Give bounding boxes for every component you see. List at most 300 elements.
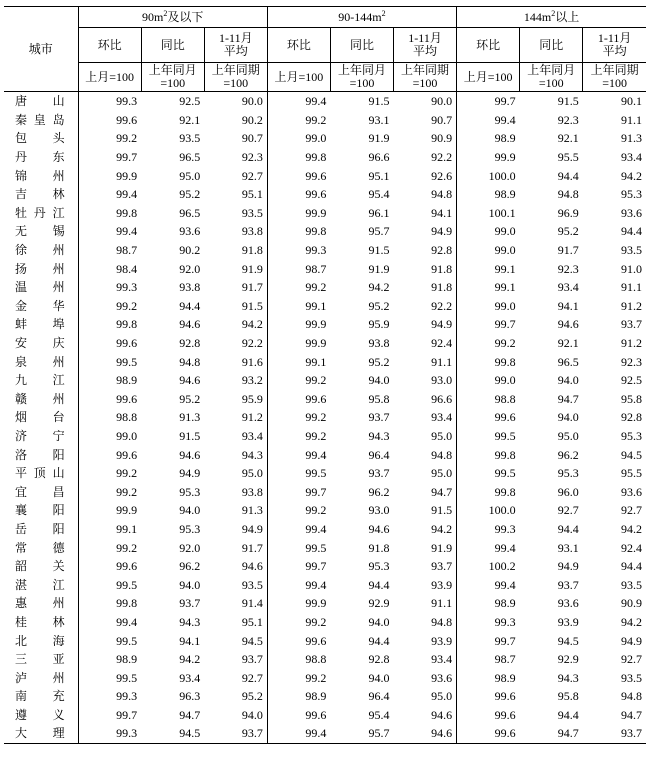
- index-value-cell: 92.2: [394, 297, 457, 316]
- index-value-cell: 98.7: [494, 652, 516, 667]
- index-value-cell: 94.8: [394, 185, 457, 204]
- table-row: [4, 111, 646, 130]
- index-value-cell: 99.8: [116, 317, 138, 332]
- index-value-cell: 93.6: [621, 484, 642, 499]
- index-value-cell: 91.9: [204, 259, 267, 278]
- index-value-cell: 99.3: [116, 689, 138, 704]
- index-value-cell: 95.8: [368, 391, 390, 406]
- city-name-cell: 徐州: [4, 241, 78, 260]
- table-row: [4, 427, 646, 446]
- index-value-cell: 99.3: [116, 94, 138, 109]
- index-value-cell: 93.2: [204, 371, 267, 390]
- index-value-cell: 92.7: [204, 668, 267, 687]
- index-value-cell: 99.8: [116, 205, 138, 220]
- index-value-cell: 99.2: [305, 503, 327, 518]
- index-value-cell: 94.0: [179, 577, 201, 592]
- index-value-cell: 92.5: [179, 94, 201, 109]
- index-value-cell: 100.0: [488, 168, 516, 183]
- table-row: [4, 148, 646, 167]
- index-value-cell: 91.1: [621, 280, 642, 295]
- index-value-cell: 95.1: [204, 185, 267, 204]
- index-value-cell: 94.7: [520, 724, 583, 743]
- city-name-cell: 烟台: [4, 408, 78, 427]
- index-value-cell: 94.4: [557, 168, 579, 183]
- index-value-cell: 99.9: [305, 317, 327, 332]
- city-name-cell: 惠州: [4, 594, 78, 613]
- index-value-cell: 93.7: [583, 724, 646, 743]
- table-row: [4, 668, 646, 687]
- index-value-cell: 94.7: [179, 707, 201, 722]
- index-value-cell: 91.3: [179, 410, 201, 425]
- index-value-cell: 99.4: [305, 94, 327, 109]
- index-value-cell: 99.5: [494, 428, 516, 443]
- index-value-cell: 92.7: [204, 166, 267, 185]
- base-avg-header: 上年同期 =100: [204, 63, 267, 92]
- index-value-cell: 91.1: [394, 594, 457, 613]
- index-value-cell: 99.6: [116, 112, 138, 127]
- index-value-cell: 94.6: [204, 557, 267, 576]
- index-value-cell: 94.5: [621, 447, 642, 462]
- index-value-cell: 99.8: [494, 354, 516, 369]
- table-row: [4, 297, 646, 316]
- index-value-cell: 99.8: [305, 150, 327, 165]
- index-value-cell: 99.6: [494, 707, 516, 722]
- table-row: [4, 222, 646, 241]
- city-name-cell: 遵义: [4, 706, 78, 725]
- table-header: [4, 7, 646, 92]
- index-value-cell: 91.0: [621, 261, 642, 276]
- index-value-cell: 96.2: [368, 484, 390, 499]
- index-value-cell: 94.3: [179, 614, 201, 629]
- index-value-cell: 93.6: [557, 596, 579, 611]
- index-value-cell: 94.8: [621, 689, 642, 704]
- index-value-cell: 94.4: [621, 224, 642, 239]
- index-value-cell: 99.2: [305, 428, 327, 443]
- index-value-cell: 92.9: [368, 596, 390, 611]
- index-value-cell: 95.3: [621, 428, 642, 443]
- table-row: [4, 315, 646, 334]
- index-value-cell: 91.8: [394, 259, 457, 278]
- index-value-cell: 99.5: [494, 466, 516, 481]
- index-value-cell: 94.9: [394, 222, 457, 241]
- table-row: [4, 445, 646, 464]
- index-value-cell: 98.9: [494, 187, 516, 202]
- index-value-cell: 93.4: [204, 427, 267, 446]
- base-yoy-header: 上年同月 =100: [520, 63, 583, 92]
- price-index-table-wrapper: [4, 6, 646, 744]
- index-value-cell: 96.4: [368, 689, 390, 704]
- index-value-cell: 98.8: [305, 652, 327, 667]
- index-value-cell: 94.0: [179, 503, 201, 518]
- city-name-cell: 平顶山: [4, 464, 78, 483]
- table-row: [4, 352, 646, 371]
- index-value-cell: 99.5: [116, 577, 138, 592]
- index-value-cell: 91.5: [394, 501, 457, 520]
- city-name-cell: 宜昌: [4, 482, 78, 501]
- index-value-cell: 93.9: [394, 575, 457, 594]
- index-value-cell: 94.2: [621, 614, 642, 629]
- city-name-cell: 济宁: [4, 427, 78, 446]
- index-value-cell: 92.9: [557, 652, 579, 667]
- index-value-cell: 93.6: [394, 668, 457, 687]
- index-value-cell: 92.8: [368, 652, 390, 667]
- price-index-table: [4, 6, 646, 744]
- index-value-cell: 96.1: [368, 205, 390, 220]
- table-row: [4, 241, 646, 260]
- city-name-cell: 桂林: [4, 613, 78, 632]
- base-avg-header: 上年同期 =100: [583, 63, 646, 92]
- index-value-cell: 95.5: [621, 466, 642, 481]
- table-row: [4, 259, 646, 278]
- metric-mom-header: 环比: [457, 28, 520, 63]
- city-name-cell: 秦皇岛: [4, 111, 78, 130]
- index-value-cell: 95.5: [557, 150, 579, 165]
- index-value-cell: 91.5: [179, 428, 201, 443]
- index-value-cell: 95.0: [557, 428, 579, 443]
- index-value-cell: 93.8: [204, 222, 267, 241]
- index-value-cell: 92.1: [179, 112, 201, 127]
- index-value-cell: 90.2: [179, 243, 201, 258]
- metric-avg-header: 1-11月 平均: [583, 28, 646, 63]
- index-value-cell: 93.4: [557, 280, 579, 295]
- index-value-cell: 99.2: [305, 112, 327, 127]
- index-value-cell: 90.7: [204, 129, 267, 148]
- index-value-cell: 94.8: [179, 354, 201, 369]
- index-value-cell: 99.0: [494, 224, 516, 239]
- index-value-cell: 90.9: [621, 596, 642, 611]
- index-value-cell: 95.0: [394, 464, 457, 483]
- index-value-cell: 93.5: [204, 204, 267, 223]
- index-value-cell: 99.7: [116, 150, 138, 165]
- index-value-cell: 94.2: [621, 521, 642, 536]
- index-value-cell: 93.5: [621, 243, 642, 258]
- city-name-cell: 大理: [4, 724, 78, 743]
- index-value-cell: 93.1: [368, 112, 390, 127]
- index-value-cell: 99.7: [494, 633, 516, 648]
- index-value-cell: 93.5: [621, 577, 642, 592]
- index-value-cell: 91.5: [557, 94, 579, 109]
- city-name-cell: 锦州: [4, 166, 78, 185]
- index-value-cell: 95.2: [179, 391, 201, 406]
- base-avg-header: 上年同期 =100: [394, 63, 457, 92]
- table-row: [4, 185, 646, 204]
- index-value-cell: 92.0: [179, 261, 201, 276]
- index-value-cell: 94.3: [557, 670, 579, 685]
- base-mom-header: 上月=100: [78, 63, 141, 92]
- index-value-cell: 94.7: [394, 482, 457, 501]
- index-value-cell: 99.3: [494, 521, 516, 536]
- index-value-cell: 98.9: [305, 689, 327, 704]
- index-value-cell: 91.5: [204, 297, 267, 316]
- index-value-cell: 99.2: [305, 670, 327, 685]
- index-value-cell: 94.2: [179, 652, 201, 667]
- index-value-cell: 94.6: [368, 521, 390, 536]
- table-row: [4, 371, 646, 390]
- index-value-cell: 99.4: [494, 112, 516, 127]
- index-value-cell: 99.3: [494, 614, 516, 629]
- index-value-cell: 94.6: [179, 373, 201, 388]
- index-value-cell: 94.2: [621, 168, 642, 183]
- index-value-cell: 92.2: [204, 334, 267, 353]
- index-value-cell: 98.9: [494, 131, 516, 146]
- index-value-cell: 99.5: [305, 540, 327, 555]
- table-row: [4, 204, 646, 223]
- city-name-cell: 金华: [4, 297, 78, 316]
- table-row: [4, 724, 646, 743]
- index-value-cell: 90.0: [204, 92, 267, 111]
- index-value-cell: 94.3: [368, 428, 390, 443]
- index-value-cell: 91.9: [368, 261, 390, 276]
- index-value-cell: 95.7: [368, 224, 390, 239]
- index-value-cell: 99.2: [116, 298, 138, 313]
- city-name-cell: 韶关: [4, 557, 78, 576]
- index-value-cell: 98.4: [116, 261, 138, 276]
- metric-yoy-header: 同比: [141, 28, 204, 63]
- index-value-cell: 93.7: [394, 557, 457, 576]
- index-value-cell: 92.3: [557, 261, 579, 276]
- index-value-cell: 92.8: [621, 410, 642, 425]
- index-value-cell: 99.4: [305, 447, 327, 462]
- index-value-cell: 93.7: [204, 650, 267, 669]
- index-value-cell: 99.2: [116, 540, 138, 555]
- table-row: [4, 501, 646, 520]
- index-value-cell: 91.4: [204, 594, 267, 613]
- index-value-cell: 94.5: [557, 633, 579, 648]
- index-value-cell: 95.1: [368, 168, 390, 183]
- index-value-cell: 95.3: [368, 559, 390, 574]
- city-name-cell: 蚌埠: [4, 315, 78, 334]
- index-value-cell: 95.0: [204, 464, 267, 483]
- index-value-cell: 91.7: [204, 538, 267, 557]
- index-value-cell: 99.6: [494, 689, 516, 704]
- index-value-cell: 94.3: [204, 445, 267, 464]
- index-value-cell: 93.6: [179, 224, 201, 239]
- index-value-cell: 94.6: [179, 317, 201, 332]
- index-value-cell: 99.6: [305, 633, 327, 648]
- metric-mom-header: 环比: [267, 28, 330, 63]
- index-value-cell: 99.0: [305, 131, 327, 146]
- index-value-cell: 99.8: [116, 596, 138, 611]
- index-value-cell: 99.7: [116, 707, 138, 722]
- index-value-cell: 94.2: [204, 315, 267, 334]
- index-value-cell: 90.0: [394, 92, 457, 111]
- index-value-cell: 99.2: [305, 373, 327, 388]
- index-value-cell: 98.7: [305, 261, 327, 276]
- index-value-cell: 98.9: [116, 652, 138, 667]
- index-value-cell: 94.4: [557, 521, 579, 536]
- index-value-cell: 99.7: [305, 484, 327, 499]
- index-value-cell: 95.0: [394, 427, 457, 446]
- index-value-cell: 94.9: [621, 633, 642, 648]
- index-value-cell: 99.1: [116, 521, 138, 536]
- table-row: [4, 594, 646, 613]
- index-value-cell: 99.6: [116, 391, 138, 406]
- index-value-cell: 94.0: [204, 706, 267, 725]
- table-row: [4, 706, 646, 725]
- index-value-cell: 93.7: [368, 466, 390, 481]
- index-value-cell: 91.8: [368, 540, 390, 555]
- index-value-cell: 94.7: [621, 707, 642, 722]
- index-value-cell: 92.8: [179, 336, 201, 351]
- index-value-cell: 99.1: [305, 298, 327, 313]
- table-row: [4, 129, 646, 148]
- index-value-cell: 99.8: [305, 224, 327, 239]
- index-value-cell: 94.0: [557, 410, 579, 425]
- table-row: [4, 482, 646, 501]
- index-value-cell: 92.1: [557, 131, 579, 146]
- city-name-cell: 岳阳: [4, 520, 78, 539]
- city-name-cell: 襄阳: [4, 501, 78, 520]
- index-value-cell: 94.2: [368, 280, 390, 295]
- index-value-cell: 94.8: [394, 613, 457, 632]
- index-value-cell: 94.4: [368, 633, 390, 648]
- index-value-cell: 94.8: [394, 445, 457, 464]
- index-value-cell: 94.7: [557, 391, 579, 406]
- group-header-small: $90m^2$及以下: [78, 7, 267, 28]
- index-value-cell: 93.4: [621, 150, 642, 165]
- group-header-medium: $90-144m^2$: [267, 7, 456, 28]
- index-value-cell: 92.2: [394, 148, 457, 167]
- index-value-cell: 100.1: [488, 205, 516, 220]
- index-value-cell: 93.6: [621, 205, 642, 220]
- index-value-cell: 99.7: [494, 317, 516, 332]
- index-value-cell: 99.4: [494, 540, 516, 555]
- index-value-cell: 91.6: [204, 352, 267, 371]
- index-value-cell: 95.2: [368, 298, 390, 313]
- index-value-cell: 98.8: [494, 391, 516, 406]
- index-value-cell: 95.3: [557, 466, 579, 481]
- index-value-cell: 99.3: [78, 724, 141, 743]
- index-value-cell: 99.9: [305, 205, 327, 220]
- index-value-cell: 99.0: [116, 428, 138, 443]
- index-value-cell: 99.2: [116, 131, 138, 146]
- index-value-cell: 92.6: [394, 166, 457, 185]
- index-value-cell: 93.5: [621, 670, 642, 685]
- index-value-cell: 99.4: [267, 724, 330, 743]
- index-value-cell: 99.5: [116, 633, 138, 648]
- index-value-cell: 94.4: [368, 577, 390, 592]
- index-value-cell: 91.8: [394, 278, 457, 297]
- city-name-cell: 北海: [4, 631, 78, 650]
- index-value-cell: 91.1: [394, 352, 457, 371]
- index-value-cell: 94.5: [204, 631, 267, 650]
- city-name-cell: 牡丹江: [4, 204, 78, 223]
- table-row: [4, 166, 646, 185]
- index-value-cell: 91.7: [557, 243, 579, 258]
- index-value-cell: 93.7: [557, 577, 579, 592]
- base-yoy-header: 上年同月 =100: [330, 63, 393, 92]
- index-value-cell: 93.8: [179, 280, 201, 295]
- index-value-cell: 99.7: [494, 94, 516, 109]
- index-value-cell: 99.6: [305, 391, 327, 406]
- index-value-cell: 96.5: [179, 205, 201, 220]
- index-value-cell: 99.9: [305, 336, 327, 351]
- index-value-cell: 100.2: [488, 559, 516, 574]
- index-value-cell: 99.6: [116, 336, 138, 351]
- table-row: [4, 408, 646, 427]
- index-value-cell: 99.5: [305, 466, 327, 481]
- index-value-cell: 94.0: [368, 670, 390, 685]
- index-value-cell: 99.6: [305, 707, 327, 722]
- metric-mom-header: 环比: [78, 28, 141, 63]
- city-name-cell: 泸州: [4, 668, 78, 687]
- index-value-cell: 94.6: [557, 317, 579, 332]
- index-value-cell: 94.4: [179, 298, 201, 313]
- index-value-cell: 94.4: [557, 707, 579, 722]
- index-value-cell: 96.5: [179, 150, 201, 165]
- index-value-cell: 92.7: [621, 652, 642, 667]
- city-name-cell: 湛江: [4, 575, 78, 594]
- table-row: [4, 613, 646, 632]
- index-value-cell: 99.9: [116, 503, 138, 518]
- index-value-cell: 90.9: [394, 129, 457, 148]
- index-value-cell: 99.8: [494, 484, 516, 499]
- index-value-cell: 93.7: [368, 410, 390, 425]
- city-name-cell: 南充: [4, 687, 78, 706]
- index-value-cell: 92.0: [179, 540, 201, 555]
- index-value-cell: 99.7: [305, 559, 327, 574]
- index-value-cell: 94.2: [394, 520, 457, 539]
- index-value-cell: 99.6: [116, 559, 138, 574]
- index-value-cell: 95.2: [368, 354, 390, 369]
- index-value-cell: 92.4: [394, 334, 457, 353]
- index-value-cell: 93.9: [557, 614, 579, 629]
- metric-yoy-header: 同比: [330, 28, 393, 63]
- index-value-cell: 92.3: [621, 354, 642, 369]
- table-row: [4, 390, 646, 409]
- index-value-cell: 93.8: [204, 482, 267, 501]
- index-value-cell: 94.9: [179, 466, 201, 481]
- city-column-header: 城市: [4, 7, 78, 92]
- index-value-cell: 99.4: [494, 577, 516, 592]
- index-value-cell: 94.4: [621, 559, 642, 574]
- index-value-cell: 95.8: [557, 689, 579, 704]
- index-value-cell: 99.5: [116, 354, 138, 369]
- index-value-cell: 91.9: [368, 131, 390, 146]
- index-value-cell: 96.6: [368, 150, 390, 165]
- index-value-cell: 99.6: [457, 724, 520, 743]
- index-value-cell: 99.4: [116, 614, 138, 629]
- index-value-cell: 95.2: [179, 187, 201, 202]
- index-value-cell: 92.7: [621, 503, 642, 518]
- index-value-cell: 91.3: [204, 501, 267, 520]
- city-name-cell: 吉林: [4, 185, 78, 204]
- index-value-cell: 94.6: [179, 447, 201, 462]
- index-value-cell: 99.9: [116, 168, 138, 183]
- index-value-cell: 95.0: [179, 168, 201, 183]
- table-row: [4, 557, 646, 576]
- index-value-cell: 99.0: [494, 298, 516, 313]
- index-value-cell: 96.2: [179, 559, 201, 574]
- index-value-cell: 91.8: [204, 241, 267, 260]
- index-value-cell: 92.3: [204, 148, 267, 167]
- index-value-cell: 94.8: [557, 187, 579, 202]
- index-value-cell: 92.3: [557, 112, 579, 127]
- table-row: [4, 687, 646, 706]
- table-row: [4, 520, 646, 539]
- city-name-cell: 九江: [4, 371, 78, 390]
- index-value-cell: 99.6: [305, 168, 327, 183]
- index-value-cell: 91.5: [368, 94, 390, 109]
- city-name-cell: 泉州: [4, 352, 78, 371]
- table-row: [4, 631, 646, 650]
- index-value-cell: 95.2: [557, 224, 579, 239]
- index-value-cell: 93.8: [368, 336, 390, 351]
- index-value-cell: 95.2: [204, 687, 267, 706]
- index-value-cell: 91.5: [368, 243, 390, 258]
- index-value-cell: 94.1: [179, 633, 201, 648]
- table-row: [4, 334, 646, 353]
